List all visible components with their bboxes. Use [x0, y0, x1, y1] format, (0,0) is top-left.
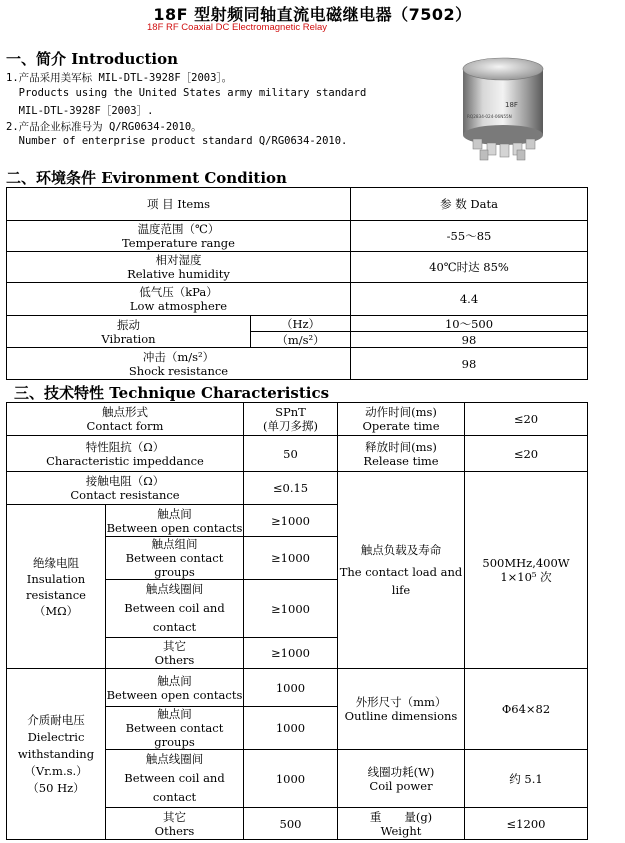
- table-row: [7, 403, 588, 436]
- diel-coil-en-1: Between coil and: [124, 771, 225, 785]
- env-shock-value: 98: [351, 348, 588, 380]
- env-vibration-value-hz: 10～500: [351, 316, 588, 332]
- ins-groups-cn: 触点组间: [151, 537, 198, 551]
- env-header-items: 项 目 Items: [7, 188, 351, 221]
- env-vibration-en: Vibration: [101, 331, 156, 346]
- page-title: 18F 型射频同轴直流电磁继电器（7502）: [153, 5, 472, 24]
- diel-open-en: Between open contacts: [106, 687, 243, 702]
- env-vibration-cn: 振动: [117, 317, 140, 332]
- ins-open-en: Between open contacts: [106, 520, 243, 535]
- outline-value: Φ64×82: [465, 669, 588, 750]
- release-time-en: Release time: [363, 453, 439, 468]
- environment-table: [6, 187, 588, 380]
- diel-open-value: 1000: [244, 669, 338, 707]
- environment-heading: 二、环境条件 Evironment Condition: [6, 169, 287, 187]
- env-vibration-unit-hz: （Hz）: [251, 316, 351, 332]
- page-subtitle: 18F RF Coaxial DC Electromagnetic Relay: [147, 22, 328, 33]
- contact-form-cn: 触点形式: [102, 405, 148, 419]
- coil-power-cn: 线圈功耗(W): [367, 764, 435, 779]
- operate-time-value: ≤20: [465, 403, 588, 436]
- insulation-unit: （MΩ）: [33, 603, 79, 618]
- char-impedance-cn: 特性阻抗（Ω）: [85, 439, 165, 454]
- table-row: [7, 221, 588, 252]
- ins-coil-en-1: Between coil and: [124, 601, 225, 615]
- load-life-en-2: life: [391, 583, 411, 597]
- ins-others-value: ≥1000: [244, 638, 338, 669]
- operate-time-en: Operate time: [362, 419, 440, 433]
- table-row: [7, 348, 588, 380]
- intro-line-1: 1.产品采用美军标 MIL-DTL-3928F［2003］。: [6, 72, 233, 84]
- insulation-en-2: resistance: [26, 587, 86, 602]
- outline-en: Outline dimensions: [344, 709, 458, 723]
- table-row: [7, 669, 588, 707]
- contact-resistance-value: ≤0.15: [244, 472, 338, 505]
- weight-en: Weight: [380, 823, 422, 838]
- load-life-en-1: The contact load and: [339, 565, 463, 579]
- dielectric-unit-1: （Vr.m.s.）: [24, 763, 88, 778]
- table-row: [7, 472, 588, 505]
- load-life-value-2: 1×10⁵ 次: [500, 570, 552, 584]
- env-header-data: 参 数 Data: [351, 188, 588, 221]
- relay-label: 18F: [505, 101, 518, 109]
- intro-line-2: Products using the United States army military standard: [6, 87, 367, 99]
- dielectric-en-1: Dielectric: [27, 729, 85, 744]
- release-time-cn: 释放时间(ms): [365, 439, 437, 454]
- env-humidity-cn: 相对湿度: [155, 253, 202, 267]
- dielectric-en-2: withstanding: [17, 746, 95, 761]
- char-impedance-en: Characteristic impeddance: [46, 453, 204, 468]
- diel-coil-en-2: contact: [152, 790, 197, 804]
- ins-groups-en: Between contact groups: [125, 551, 224, 579]
- release-time-value: ≤20: [465, 436, 588, 472]
- ins-groups-value: ≥1000: [244, 537, 338, 580]
- insulation-cn: 绝缘电阻: [33, 555, 79, 570]
- env-vibration-value-accel: 98: [351, 332, 588, 348]
- coil-power-en: Coil power: [369, 778, 433, 793]
- coil-power-value: 约 5.1: [465, 750, 588, 808]
- contact-form-value-en: SPnT: [275, 405, 306, 419]
- load-life-value-1: 500MHz,400W: [482, 556, 570, 570]
- env-pressure-en: Low atmosphere: [129, 299, 228, 313]
- env-pressure-cn: 低气压（kPa）: [139, 285, 218, 299]
- ins-others-cn: 其它: [163, 639, 186, 653]
- diel-groups-cn: 触点间: [157, 707, 192, 721]
- intro-line-5: Number of enterprise product standard Q/RG0634-2010.: [6, 135, 348, 147]
- ins-coil-en-2: contact: [152, 620, 197, 634]
- diel-groups-en: Between contact groups: [125, 721, 224, 749]
- contact-resistance-cn: 接触电阻（Ω）: [85, 474, 165, 488]
- ins-coil-cn: 触点线圈间: [145, 582, 204, 596]
- weight-value: ≤1200: [465, 808, 588, 840]
- table-row: [7, 283, 588, 316]
- diel-groups-value: 1000: [244, 707, 338, 750]
- contact-form-en: Contact form: [86, 419, 164, 433]
- contact-form-value-cn: (单刀多掷): [263, 419, 318, 433]
- operate-time-cn: 动作时间(ms): [365, 405, 437, 419]
- dielectric-cn: 介质耐电压: [27, 712, 85, 727]
- dielectric-unit-2: （50 Hz）: [27, 780, 85, 795]
- intro-line-3: MIL-DTL-3928F［2003］.: [6, 105, 154, 117]
- diel-others-cn: 其它: [163, 809, 186, 824]
- ins-open-cn: 触点间: [157, 506, 192, 521]
- ins-coil-value: ≥1000: [244, 580, 338, 638]
- table-row: [7, 436, 588, 472]
- technique-table: [6, 402, 588, 840]
- intro-line-4: 2.产品企业标准号为 Q/RG0634-2010。: [6, 121, 202, 133]
- load-life-cn: 触点负载及寿命: [360, 543, 442, 557]
- intro-heading: 一、简介 Introduction: [6, 50, 179, 68]
- env-temp-en: Temperature range: [122, 236, 235, 250]
- env-humidity-value: 40℃时达 85%: [351, 252, 588, 283]
- char-impedance-value: 50: [244, 436, 338, 472]
- relay-product-image: [457, 55, 549, 165]
- table-row: [7, 252, 588, 283]
- contact-resistance-en: Contact resistance: [70, 488, 180, 502]
- diel-others-value: 500: [244, 808, 338, 840]
- ins-others-en: Others: [154, 653, 195, 667]
- outline-cn: 外形尺寸（mm）: [355, 695, 447, 709]
- env-humidity-en: Relative humidity: [127, 267, 230, 281]
- technique-heading: 三、技术特性 Technique Characteristics: [14, 384, 330, 402]
- diel-coil-value: 1000: [244, 750, 338, 808]
- env-vibration-unit-accel: （m/s²）: [251, 332, 351, 348]
- table-row: [7, 316, 588, 332]
- ins-open-value: ≥1000: [244, 505, 338, 537]
- diel-others-en: Others: [154, 823, 195, 838]
- env-shock-cn: 冲击（m/s²）: [142, 349, 215, 364]
- diel-open-cn: 触点间: [157, 673, 192, 688]
- diel-coil-cn: 触点线圈间: [145, 752, 204, 766]
- env-temp-cn: 温度范围（℃）: [137, 222, 220, 236]
- env-temp-value: -55～85: [351, 221, 588, 252]
- weight-cn: 重 量(g): [369, 809, 433, 824]
- env-pressure-value: 4.4: [351, 283, 588, 316]
- env-shock-en: Shock resistance: [128, 363, 229, 378]
- insulation-en-1: Insulation: [26, 571, 86, 586]
- relay-marking: RQ2834-024-06N55N: [467, 114, 512, 119]
